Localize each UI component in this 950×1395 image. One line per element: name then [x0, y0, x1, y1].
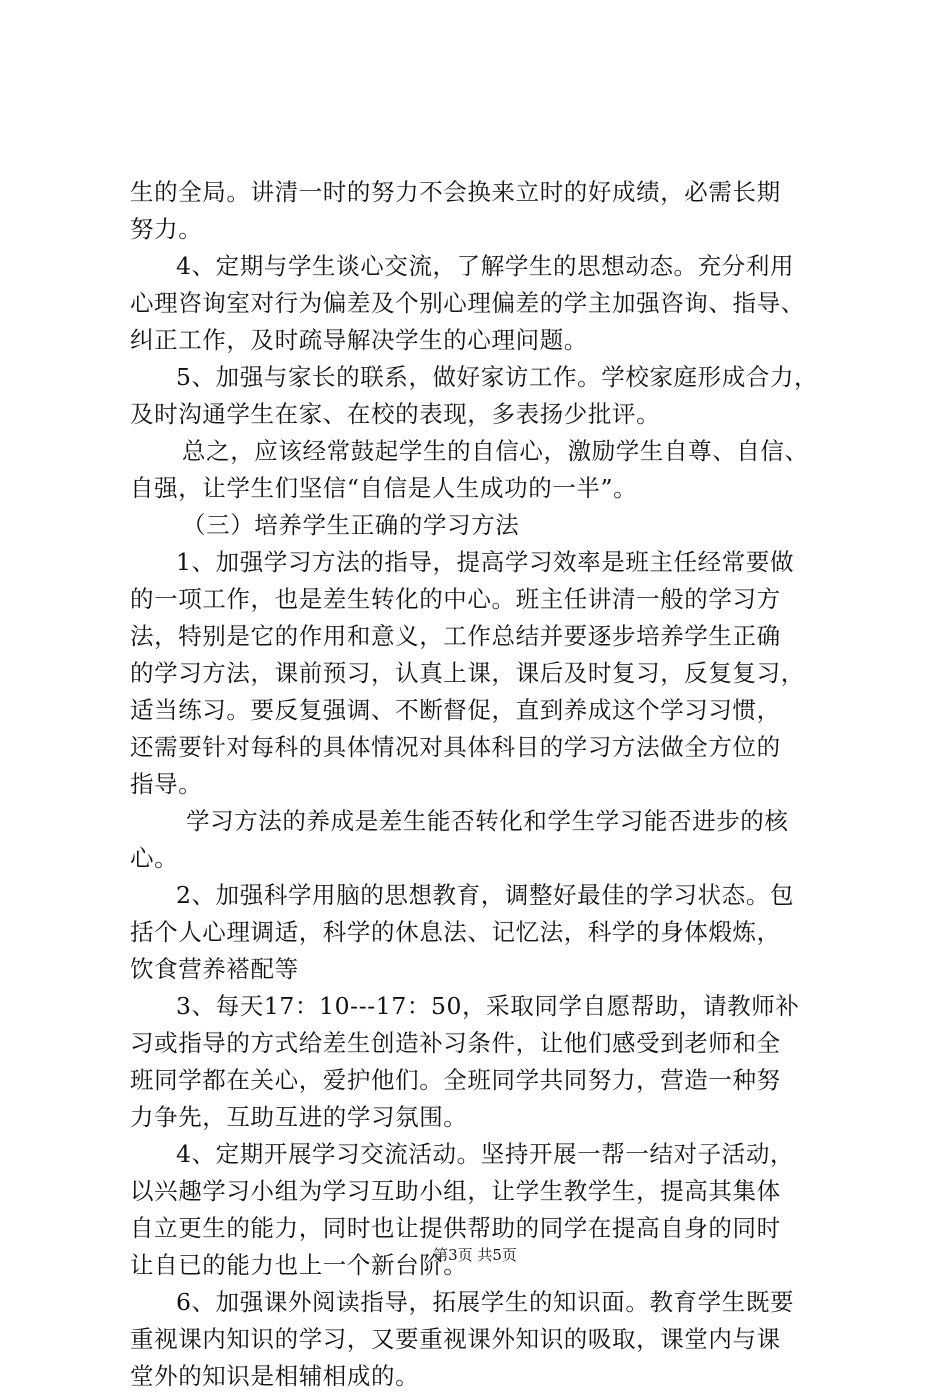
text-line: 的一项工作，也是差生转化的中心。班主任讲清一般的学习方 — [130, 585, 781, 613]
text-line: 总之，应该经常鼓起学生的自信心，激励学生自尊、自信、 — [182, 437, 809, 465]
text-line: 生的全局。讲清一时的努力不会换来立时的好成绩，必需长期 — [130, 178, 781, 206]
text-line: 括个人心理调适，科学的休息法、记忆法，科学的身体煅炼， — [130, 918, 781, 946]
text-line: 自立更生的能力，同时也让提供帮助的同学在提高自身的同时 — [130, 1214, 781, 1242]
text-line: 法，特别是它的作用和意义，工作总结并要逐步培养学生正确 — [130, 622, 781, 650]
text-line: 重视课内知识的学习，又要重视课外知识的吸取，课堂内与课 — [130, 1325, 781, 1353]
text-line: 1、加强学习方法的指导，提高学习效率是班主任经常要做 — [176, 548, 795, 576]
text-line: 班同学都在关心，爱护他们。全班同学共同努力，营造一种努 — [130, 1066, 781, 1094]
page-number-footer: 第3页 共5页 — [433, 1246, 517, 1264]
text-line: 5、加强与家长的联系，做好家访工作。学校家庭形成合力， — [176, 363, 819, 391]
text-line: 纠正工作，及时疏导解决学生的心理问题。 — [130, 326, 588, 354]
text-line: 心。 — [130, 844, 179, 872]
text-line: 力争先，互助互进的学习氛围。 — [130, 1103, 468, 1131]
section-heading: （三）培养学生正确的学习方法 — [182, 511, 520, 539]
text-line: 习或指导的方式给差生创造补习条件，让他们感受到老师和全 — [130, 1029, 781, 1057]
document-body — [130, 174, 852, 1395]
text-line: 及时沟通学生在家、在校的表现，多表扬少批评。 — [130, 400, 661, 428]
text-line: 2、加强科学用脑的思想教育，调整好最佳的学习状态。包 — [176, 881, 795, 909]
text-line: 还需要针对每科的具体情况对具体科目的学习方法做全方位的 — [130, 733, 781, 761]
text-line: 让自已的能力也上一个新台阶。 — [130, 1251, 468, 1279]
text-line: 自强，让学生们坚信“自信是人生成功的一半”。 — [130, 474, 638, 502]
text-line: 的学习方法，课前预习，认真上课，课后及时复习，反复复习， — [130, 659, 805, 687]
text-line: 心理咨询室对行为偏差及个别心理偏差的学主加强咨询、指导、 — [130, 289, 805, 317]
text-line: 6、加强课外阅读指导，拓展学生的知识面。教育学生既要 — [176, 1288, 795, 1316]
text-line: 3、每天17：10---17：50，采取同学自愿帮助，请教师补 — [176, 992, 800, 1020]
text-line: 饮食营养褡配等 — [130, 955, 299, 983]
text-line: 适当练习。要反复强调、不断督促，直到养成这个学习习惯， — [130, 696, 781, 724]
text-line: 努力。 — [130, 215, 203, 243]
text-line: 指导。 — [130, 770, 203, 798]
text-line: 4、定期开展学习交流活动。坚持开展一帮一结对子活动， — [176, 1140, 795, 1168]
text-line: 学习方法的养成是差生能否转化和学生学习能否进步的核 — [186, 807, 789, 835]
text-line: 4、定期与学生谈心交流，了解学生的思想动态。充分利用 — [176, 252, 795, 280]
text-line: 堂外的知识是相辅相成的。 — [130, 1362, 420, 1390]
text-line: 以兴趣学习小组为学习互助小组，让学生教学生，提高其集体 — [130, 1177, 781, 1205]
